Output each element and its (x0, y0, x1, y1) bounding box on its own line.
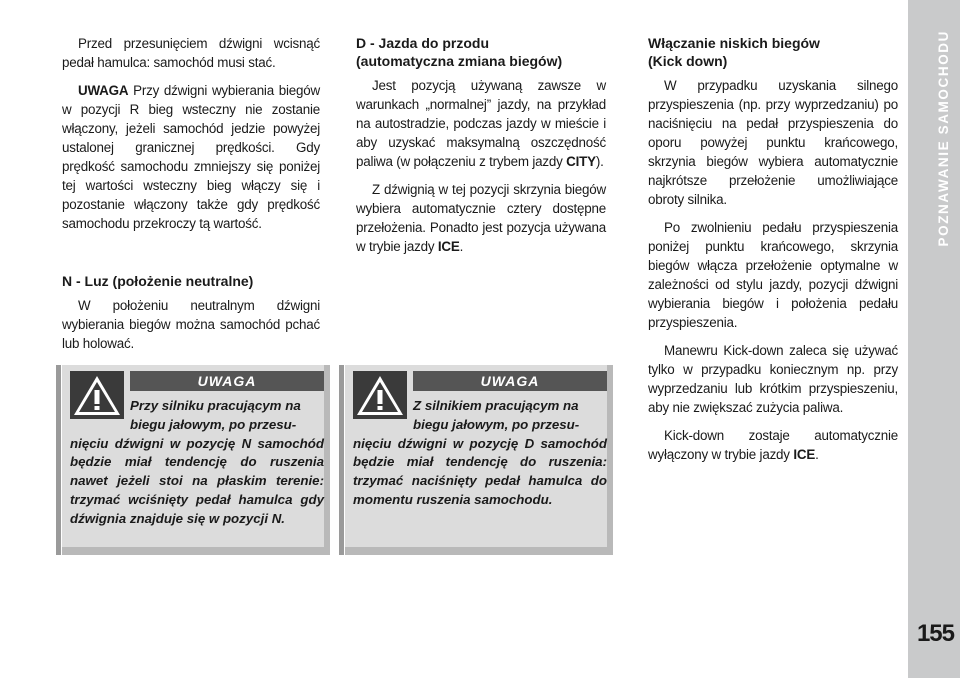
mode-ice: ICE (437, 239, 460, 254)
mode-ice: ICE (793, 447, 816, 462)
warning-line: biegu jałowym, po przesu- (130, 416, 297, 432)
section-title: POZNAWANIE SAMOCHODU (936, 30, 951, 247)
note-label: UWAGA (78, 83, 129, 98)
warning-line: Z silnikiem pracującym na (413, 398, 579, 413)
paragraph-kickdown-3: Manewru Kick-down zaleca się używać tylko w przypadku koniecznym np. przy wyprzedzaniu lub krótkim przyspieszeniu, aby nie zwiększać zużycia paliwa. (648, 343, 898, 415)
paragraph-drive-2 (356, 180, 606, 256)
column-middle (356, 34, 606, 265)
column-left (62, 34, 320, 362)
warning-body: nięciu dźwigni w pozycję D samochód będzie miał tendencję do ruszenia: trzymać naciśnięty pedał hamulca do momentu ruszenia samochodu. (353, 435, 607, 507)
text: . (815, 447, 819, 462)
warning-label: UWAGA (413, 371, 607, 391)
heading-kickdown-line2: (Kick down) (648, 53, 728, 69)
paragraph-neutral: W położeniu neutralnym dźwigni wybierania biegów można samochód pchać lub holować. (62, 298, 320, 351)
paragraph-kickdown-4 (648, 426, 898, 464)
paragraph-reverse-note (62, 81, 320, 233)
heading-drive (356, 34, 606, 70)
paragraph-brake: Przed przesunięciem dźwigni wcisnąć pedał hamulca: samochód musi stać. (62, 36, 320, 70)
warning-box-neutral (62, 365, 330, 555)
warning-text (70, 397, 324, 529)
warning-text (353, 397, 607, 510)
warning-line: Przy silniku pracującym na (130, 398, 301, 413)
section-sidebar (908, 0, 960, 678)
mode-city: CITY (566, 154, 596, 169)
warning-box-drive (345, 365, 613, 555)
text: ). (595, 154, 604, 169)
warning-body: nięciu dźwigni w pozycję N samochód będzie miał tendencję do ruszenia nawet jeżeli stoi na płaskim terenie: trzymać wciśnięty pedał hamulca gdy dźwignia znajduje się w pozycji N. (70, 435, 324, 526)
paragraph-drive-1 (356, 76, 606, 171)
warning-line: biegu jałowym, po przesu- (413, 416, 580, 432)
heading-kickdown-line1: Włączanie niskich biegów (648, 35, 820, 51)
text: Kick-down zostaje automatycznie wyłączony w trybie jazdy (648, 428, 898, 462)
page-number: 155 (916, 620, 954, 647)
heading-neutral: N - Luz (położenie neutralne) (62, 273, 254, 289)
note-text: Przy dźwigni wybierania biegów w pozycji R bieg wsteczny nie zostanie włączony, jeżeli samochód jedzie powyżej ustalonej granicznej prędkości. Gdy prędkość samochodu zmniejszy się poniżej tej wartości wsteczny bieg włączy się i pozostanie włączony także gdy prędkość samochodu przekroczy tą wartość. (62, 83, 320, 231)
text: Jest pozycją używaną zawsze w warunkach „normalnej” jazdy, na przykład na autostradzie, podczas jazdy w mieście i aby uzyskać maksymalną oszczędność paliwa (w połączeniu z trybem jazdy (356, 78, 606, 169)
warning-label: UWAGA (130, 371, 324, 391)
heading-drive-line1: D - Jazda do przodu (356, 35, 489, 51)
text: . (459, 239, 464, 254)
heading-drive-line2: (automatyczna zmiana biegów) (356, 53, 563, 69)
warning-edge (339, 365, 344, 555)
paragraph-kickdown-2: Po zwolnieniu pedału przyspieszenia poniżej punktu krańcowego, skrzynia biegów włącza przełożenie optymalne w zależności od stylu jazdy, pozycji dźwigni wybierania biegów i położenia pedału przyspieszenia. (648, 220, 898, 330)
paragraph-kickdown-1: W przypadku uzyskania silnego przyspieszenia (np. przy wyprzedzaniu) po naciśnięciu na pedał przyspieszenia do oporu powyżej punktu krańcowego, skrzynia biegów wybiera automatycznie najkrótsze przełożenie umożliwiające obroty silnika. (648, 78, 898, 207)
warning-edge (56, 365, 61, 555)
heading-kickdown (648, 34, 898, 70)
text: Z dźwignią w tej pozycji skrzynia biegów wybiera automatycznie cztery dostępne przełożenia. Ponadto jest pozycja używana w trybie jazdy (356, 182, 606, 254)
column-right (648, 34, 898, 473)
